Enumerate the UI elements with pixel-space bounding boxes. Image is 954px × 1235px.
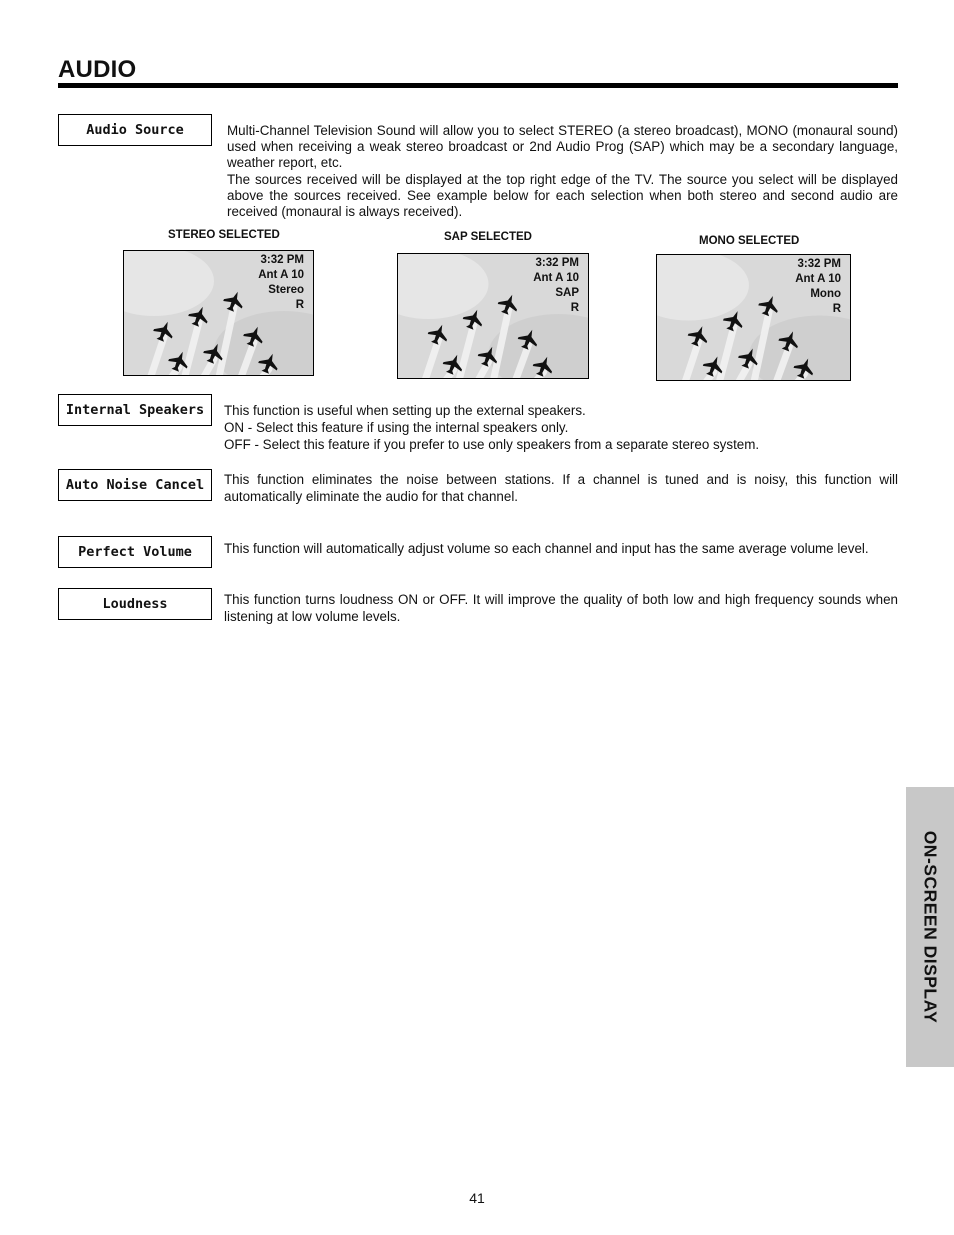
channel-text: Ant A 10: [258, 269, 304, 281]
internal-speakers-line-3: OFF - Select this feature if you prefer to use only speakers from a separate stereo system.: [224, 437, 760, 453]
audio-source-paragraph-2: The sources received will be displayed at the top right edge of the TV. The source you select will be displayed above the sources received. See example below for each selection when both stereo and second audio are received (monaural is always received).: [227, 171, 898, 220]
selected-audio-text: Mono: [810, 288, 841, 300]
channel-text: Ant A 10: [795, 273, 841, 285]
audio-source-description: [227, 123, 898, 220]
audio-source-paragraph-1: Multi-Channel Television Sound will allow you to select STEREO (a stereo broadcast), MONO (monaural sound) used when receiving a weak stereo broadcast or 2nd Audio Prog (SAP) which may be a secondary language, weather report, etc.: [227, 123, 898, 171]
received-audio-text: R: [570, 302, 579, 314]
channel-text: Ant A 10: [533, 272, 579, 284]
selected-audio-text: Stereo: [268, 284, 304, 296]
mono-example-screen: [656, 254, 851, 381]
loudness-menu-item[interactable]: Loudness: [58, 588, 212, 620]
mono-onscreen-info: [795, 257, 841, 317]
internal-speakers-line-2: ON - Select this feature if using the internal speakers only.: [224, 420, 569, 436]
auto-noise-cancel-menu-item[interactable]: Auto Noise Cancel: [58, 469, 212, 501]
internal-speakers-menu-item[interactable]: Internal Speakers: [58, 394, 212, 426]
sap-onscreen-info: [533, 256, 579, 316]
clock-text: 3:32 PM: [797, 258, 841, 270]
clock-text: 3:32 PM: [535, 257, 579, 269]
selected-audio-text: SAP: [555, 287, 579, 299]
stereo-example-screen: [123, 250, 314, 376]
perfect-volume-text: This function will automatically adjust volume so each channel and input has the same average volume level.: [224, 541, 869, 556]
loudness-text: This function turns loudness ON or OFF. It will improve the quality of both low and high frequency sounds when listening at low volume levels.: [224, 592, 898, 624]
received-audio-text: R: [832, 303, 841, 315]
title-rule: [58, 83, 898, 88]
audio-source-menu-item[interactable]: Audio Source: [58, 114, 212, 146]
auto-noise-cancel-description: [224, 471, 898, 505]
sap-example-screen: [397, 253, 589, 379]
section-side-tab: [906, 787, 954, 1067]
auto-noise-cancel-text: This function eliminates the noise between stations. If a channel is tuned and is noisy, this function will automatically eliminate the audio for that channel.: [224, 472, 898, 504]
page-number: 41: [469, 1190, 485, 1206]
received-audio-text: R: [295, 299, 304, 311]
stereo-example-caption: STEREO SELECTED: [168, 229, 280, 241]
stereo-onscreen-info: [258, 253, 304, 313]
clock-text: 3:32 PM: [260, 254, 304, 266]
mono-example-caption: MONO SELECTED: [699, 235, 800, 247]
internal-speakers-line-1: This function is useful when setting up the external speakers.: [224, 403, 586, 418]
side-tab-label: ON-SCREEN DISPLAY: [920, 830, 941, 1024]
sap-example-caption: SAP SELECTED: [444, 231, 532, 243]
loudness-description: [224, 591, 898, 625]
perfect-volume-menu-item[interactable]: Perfect Volume: [58, 536, 212, 568]
page-title: AUDIO: [58, 56, 137, 83]
internal-speakers-description: [224, 402, 898, 454]
perfect-volume-description: [224, 540, 898, 557]
